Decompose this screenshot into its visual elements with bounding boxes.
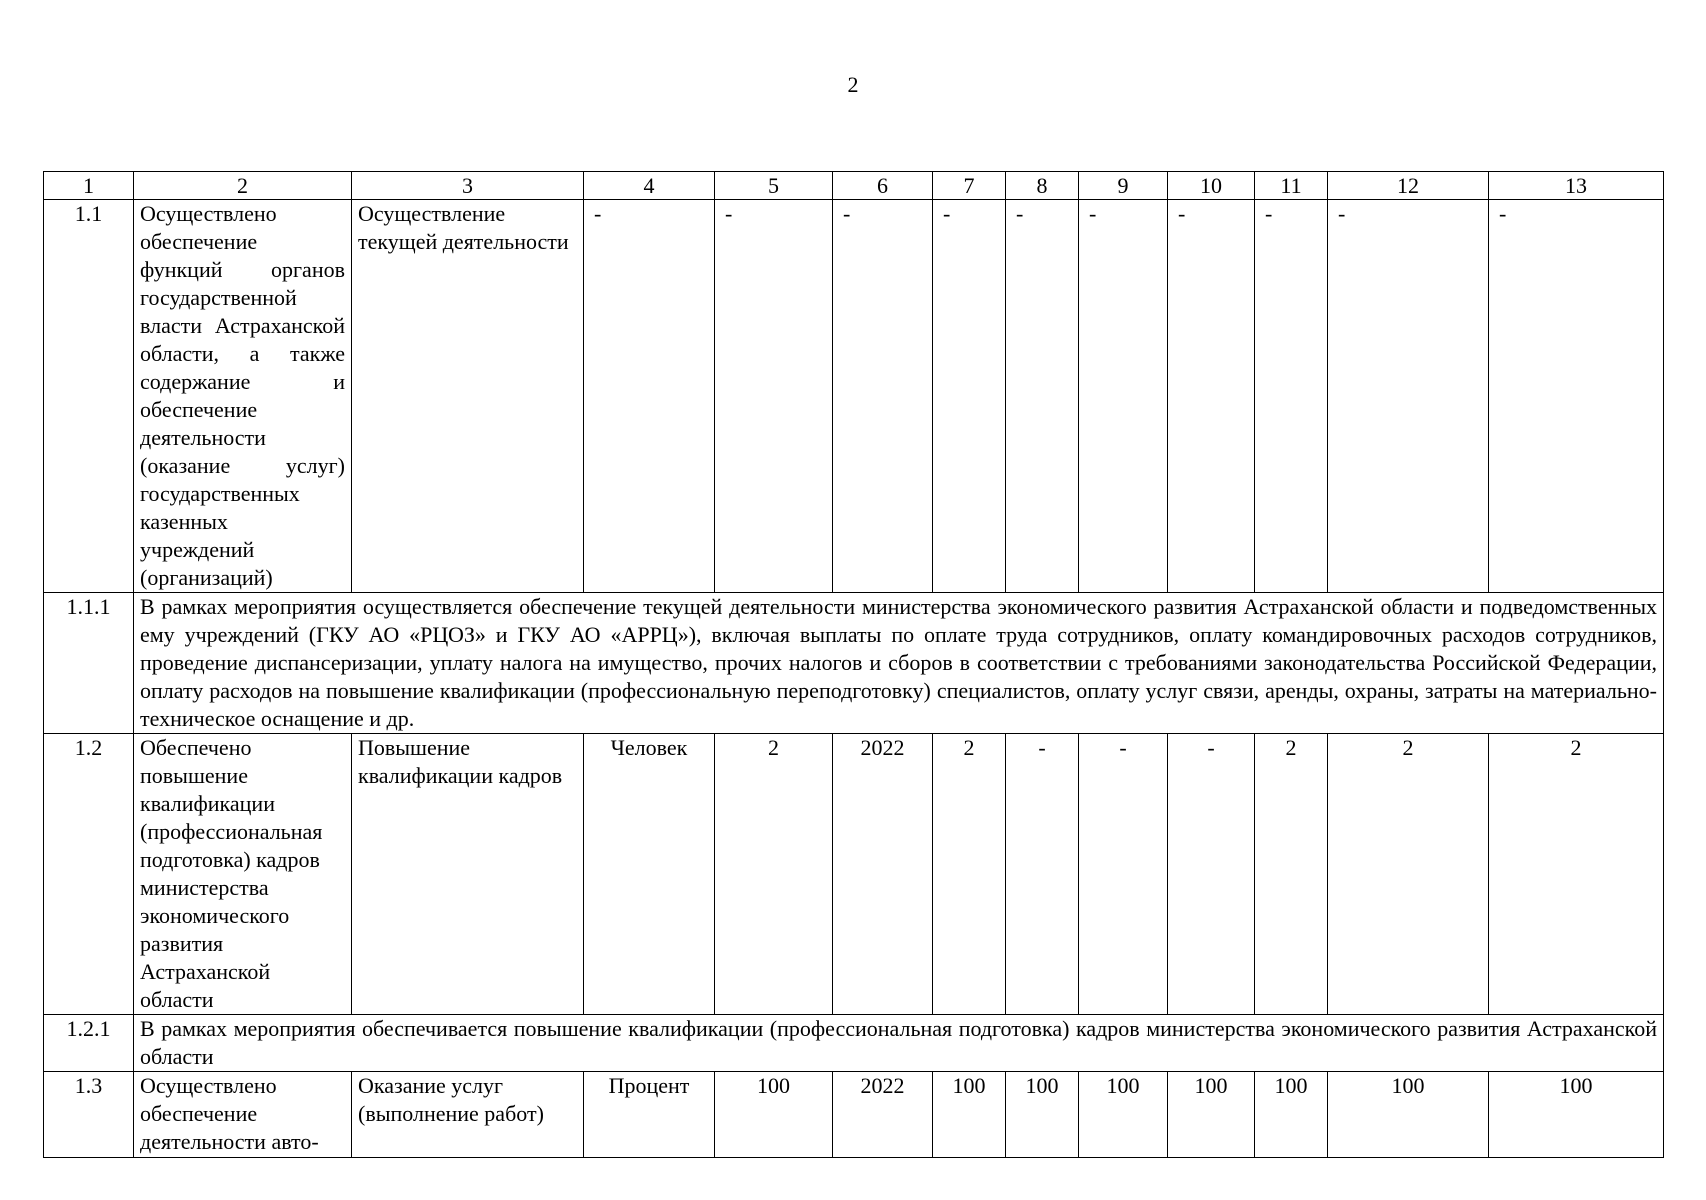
header-cell: 4 — [584, 172, 715, 200]
table-row — [44, 1015, 1664, 1072]
value-cell: 2022 — [833, 1072, 933, 1158]
value-cell: - — [1328, 200, 1489, 593]
value-cell: 2 — [1489, 734, 1664, 1015]
value-cell: 2 — [1255, 734, 1328, 1015]
header-cell: 5 — [715, 172, 833, 200]
indicators-table — [43, 171, 1664, 1158]
value-cell: - — [833, 200, 933, 593]
value-cell: - — [1006, 200, 1079, 593]
row-number: 1.1 — [44, 200, 134, 593]
value-cell: 2 — [715, 734, 833, 1015]
result-cell: Обеспечено повышение квалификации (профессиональная подготовка) кадров министерства экономического развития Астраханской области — [134, 734, 352, 1015]
row-number: 1.3 — [44, 1072, 134, 1158]
header-cell: 2 — [134, 172, 352, 200]
value-cell: 2 — [1328, 734, 1489, 1015]
header-cell: 3 — [352, 172, 584, 200]
indicator-cell: Повышение квалификации кадров — [352, 734, 584, 1015]
table-row — [44, 200, 1664, 593]
value-cell: 2 — [933, 734, 1006, 1015]
value-cell: 100 — [715, 1072, 833, 1158]
indicator-cell: Оказание услуг (выполнение работ) — [352, 1072, 584, 1158]
unit-cell: - — [584, 200, 715, 593]
result-cell: Осуществлено обеспечение функций органов государственной власти Астраханской области, а также содержание и обеспечение деятельности (оказание услуг) государственных казенных учреждений (организаций) — [134, 200, 352, 593]
header-row — [44, 172, 1664, 200]
value-cell: - — [1006, 734, 1079, 1015]
value-cell: - — [715, 200, 833, 593]
header-cell: 6 — [833, 172, 933, 200]
value-cell: 100 — [1489, 1072, 1664, 1158]
header-cell: 7 — [933, 172, 1006, 200]
header-cell: 1 — [44, 172, 134, 200]
value-cell: 100 — [1006, 1072, 1079, 1158]
value-cell: 100 — [933, 1072, 1006, 1158]
value-cell: - — [933, 200, 1006, 593]
value-cell: - — [1168, 200, 1255, 593]
table-row — [44, 734, 1664, 1015]
header-cell: 12 — [1328, 172, 1489, 200]
header-cell: 10 — [1168, 172, 1255, 200]
unit-cell: Человек — [584, 734, 715, 1015]
table-row — [44, 593, 1664, 734]
value-cell: 100 — [1255, 1072, 1328, 1158]
header-cell: 11 — [1255, 172, 1328, 200]
page-number: 2 — [847, 72, 859, 97]
result-cell: Осуществлено обеспечение деятельности авто- — [134, 1072, 352, 1158]
value-cell: 100 — [1328, 1072, 1489, 1158]
value-cell: 100 — [1168, 1072, 1255, 1158]
value-cell: - — [1489, 200, 1664, 593]
header-cell: 13 — [1489, 172, 1664, 200]
row-number: 1.2.1 — [44, 1015, 134, 1072]
value-cell: - — [1079, 734, 1168, 1015]
value-cell: - — [1168, 734, 1255, 1015]
row-number: 1.2 — [44, 734, 134, 1015]
value-cell: 2022 — [833, 734, 933, 1015]
value-cell: 100 — [1079, 1072, 1168, 1158]
header-cell: 8 — [1006, 172, 1079, 200]
description-cell: В рамках мероприятия осуществляется обеспечение текущей деятельности министерства экономического развития Астраханской области и подведомственных ему учреждений (ГКУ АО «РЦОЗ» и ГКУ АО «АРРЦ»), включая выплаты по оплате труда сотрудников, оплату командировочных расходов сотрудников, проведение диспансеризации, уплату налога на имущество, прочих налогов и сборов в соответствии с требованиями законодательства Российской Федерации, оплату расходов на повышение квалификации (профессиональную переподготовку) специалистов, оплату услуг связи, аренды, охраны, затраты на материально-техническое оснащение и др. — [134, 593, 1664, 734]
description-cell: В рамках мероприятия обеспечивается повышение квалификации (профессиональная подготовка) кадров министерства экономического развития Астраханской области — [134, 1015, 1664, 1072]
table-row — [44, 1072, 1664, 1158]
row-number: 1.1.1 — [44, 593, 134, 734]
value-cell: - — [1255, 200, 1328, 593]
indicator-cell: Осуществление текущей деятельности — [352, 200, 584, 593]
value-cell: - — [1079, 200, 1168, 593]
unit-cell: Процент — [584, 1072, 715, 1158]
header-cell: 9 — [1079, 172, 1168, 200]
